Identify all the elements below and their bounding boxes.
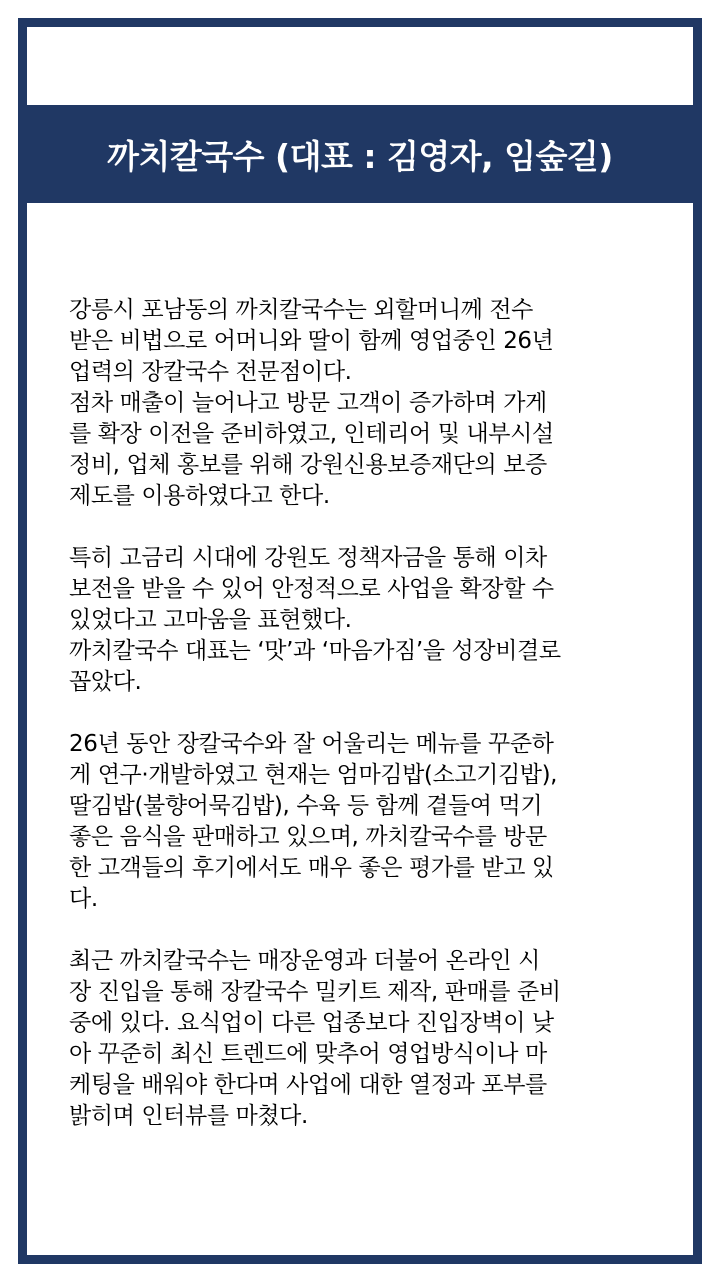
text-line: 좋은 음식을 판매하고 있으며, 까치칼국수를 방문 xyxy=(69,824,547,850)
text-line: 딸김밥(불향어묵김밥), 수육 등 함께 곁들여 먹기 xyxy=(69,793,543,819)
text-line: 업력의 장칼국수 전문점이다. xyxy=(69,359,352,385)
text-line: 게 연구·개발하였고 현재는 엄마김밥(소고기김밥), xyxy=(69,762,558,788)
paragraph-gap xyxy=(69,512,669,543)
text-line: 꼽았다. xyxy=(69,669,142,695)
text-line: 제도를 이용하였다고 한다. xyxy=(69,483,330,509)
article-card xyxy=(18,18,702,1264)
text-line: 를 확장 이전을 준비하였고, 인테리어 및 내부시설 xyxy=(69,421,554,447)
title-banner xyxy=(27,105,693,203)
paragraph-gap xyxy=(69,698,669,729)
text-line: 점차 매출이 늘어나고 방문 고객이 증가하며 가게 xyxy=(69,390,547,416)
text-line: 장 진입을 통해 장칼국수 밀키트 제작, 판매를 준비 xyxy=(69,979,561,1005)
text-line: 있었다고 고마움을 표현했다. xyxy=(69,607,352,633)
text-line: 케팅을 배워야 한다며 사업에 대한 열정과 포부를 xyxy=(69,1072,547,1098)
article-body xyxy=(69,295,669,1132)
page-title: 까치칼국수 (대표 : 김영자, 임숲길) xyxy=(107,136,613,176)
text-line: 한 고객들의 후기에서도 매우 좋은 평가를 받고 있 xyxy=(69,855,554,881)
text-line: 받은 비법으로 어머니와 딸이 함께 영업중인 26년 xyxy=(69,328,554,354)
text-line: 까치칼국수 대표는 ‘맛’과 ‘마음가짐’을 성장비결로 xyxy=(69,638,561,664)
text-line: 밝히며 인터뷰를 마쳤다. xyxy=(69,1103,308,1129)
paragraph-gap xyxy=(69,915,669,946)
text-line: 특히 고금리 시대에 강원도 정책자금을 통해 이차 xyxy=(69,545,547,571)
text-line: 다. xyxy=(69,886,98,912)
text-line: 보전을 받을 수 있어 안정적으로 사업을 확장할 수 xyxy=(69,576,554,602)
text-line: 최근 까치칼국수는 매장운영과 더불어 온라인 시 xyxy=(69,948,540,974)
text-line: 26년 동안 장칼국수와 잘 어울리는 메뉴를 꾸준하 xyxy=(69,731,554,757)
text-line: 정비, 업체 홍보를 위해 강원신용보증재단의 보증 xyxy=(69,452,547,478)
text-line: 아 꾸준히 최신 트렌드에 맞추어 영업방식이나 마 xyxy=(69,1041,547,1067)
text-line: 강릉시 포남동의 까치칼국수는 외할머니께 전수 xyxy=(69,297,534,323)
text-line: 중에 있다. 요식업이 다른 업종보다 진입장벽이 낮 xyxy=(69,1010,554,1036)
